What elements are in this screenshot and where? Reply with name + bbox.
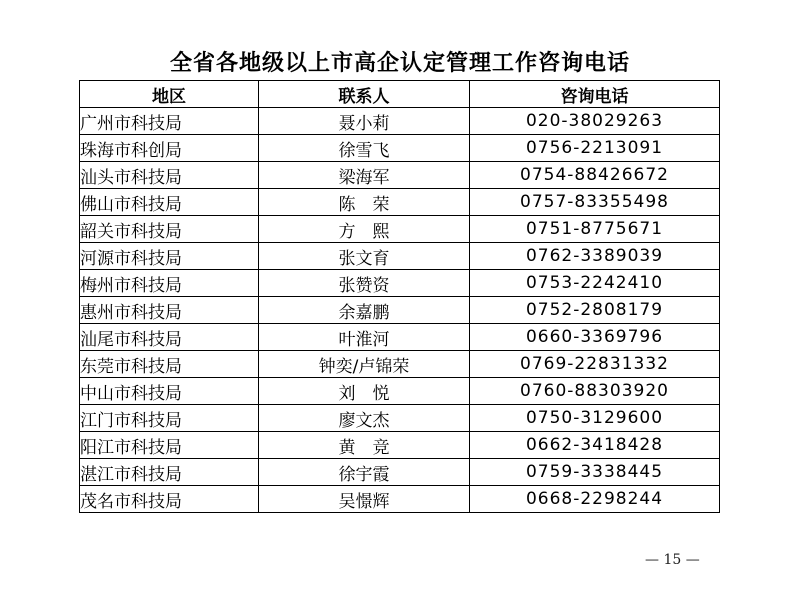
phone-cell: 0751-8775671 [470, 216, 720, 243]
table-row [80, 351, 720, 378]
contact-cell: 张赞资 [259, 270, 470, 297]
contact-cell: 叶淮河 [259, 324, 470, 351]
contact-cell: 聂小莉 [259, 108, 470, 135]
phone-cell: 0757-83355498 [470, 189, 720, 216]
table-header-row [80, 81, 720, 108]
area-cell: 珠海市科创局 [80, 135, 259, 162]
area-cell: 东莞市科技局 [80, 351, 259, 378]
header-area: 地区 [80, 81, 259, 108]
table-row [80, 189, 720, 216]
phone-cell: 0754-88426672 [470, 162, 720, 189]
table-row [80, 243, 720, 270]
contact-cell: 徐宇霞 [259, 459, 470, 486]
phone-cell: 0750-3129600 [470, 405, 720, 432]
page-number: — 15 — [645, 552, 700, 568]
area-cell: 佛山市科技局 [80, 189, 259, 216]
table-row [80, 432, 720, 459]
contact-cell: 廖文杰 [259, 405, 470, 432]
contact-cell: 余嘉鹏 [259, 297, 470, 324]
area-cell: 江门市科技局 [80, 405, 259, 432]
phone-cell: 0756-2213091 [470, 135, 720, 162]
phone-cell: 0753-2242410 [470, 270, 720, 297]
area-cell: 湛江市科技局 [80, 459, 259, 486]
phone-cell: 0759-3338445 [470, 459, 720, 486]
header-phone: 咨询电话 [470, 81, 720, 108]
contact-cell: 吴憬辉 [259, 486, 470, 513]
table-row [80, 270, 720, 297]
header-contact: 联系人 [259, 81, 470, 108]
phone-cell: 020-38029263 [470, 108, 720, 135]
area-cell: 茂名市科技局 [80, 486, 259, 513]
contact-cell: 方 熙 [259, 216, 470, 243]
phone-cell: 0752-2808179 [470, 297, 720, 324]
table-row [80, 108, 720, 135]
area-cell: 汕尾市科技局 [80, 324, 259, 351]
phone-cell: 0668-2298244 [470, 486, 720, 513]
area-cell: 韶关市科技局 [80, 216, 259, 243]
contact-cell: 刘 悦 [259, 378, 470, 405]
phone-cell: 0762-3389039 [470, 243, 720, 270]
area-cell: 汕头市科技局 [80, 162, 259, 189]
phone-cell: 0769-22831332 [470, 351, 720, 378]
phone-cell: 0660-3369796 [470, 324, 720, 351]
area-cell: 梅州市科技局 [80, 270, 259, 297]
table-row [80, 216, 720, 243]
area-cell: 惠州市科技局 [80, 297, 259, 324]
page-title: 全省各地级以上市高企认定管理工作咨询电话 [169, 51, 630, 76]
contact-cell: 徐雪飞 [259, 135, 470, 162]
table-row [80, 459, 720, 486]
area-cell: 阳江市科技局 [80, 432, 259, 459]
area-cell: 广州市科技局 [80, 108, 259, 135]
contact-cell: 陈 荣 [259, 189, 470, 216]
contact-cell: 黄 竞 [259, 432, 470, 459]
table-row [80, 405, 720, 432]
contact-cell: 梁海军 [259, 162, 470, 189]
contact-cell: 张文育 [259, 243, 470, 270]
contact-cell: 钟奕/卢锦荣 [259, 351, 470, 378]
table-row [80, 324, 720, 351]
table-row [80, 162, 720, 189]
phone-cell: 0760-88303920 [470, 378, 720, 405]
area-cell: 河源市科技局 [80, 243, 259, 270]
table-row [80, 297, 720, 324]
contact-table [79, 80, 720, 513]
table-row [80, 135, 720, 162]
phone-cell: 0662-3418428 [470, 432, 720, 459]
area-cell: 中山市科技局 [80, 378, 259, 405]
table-row [80, 378, 720, 405]
table-row [80, 486, 720, 513]
